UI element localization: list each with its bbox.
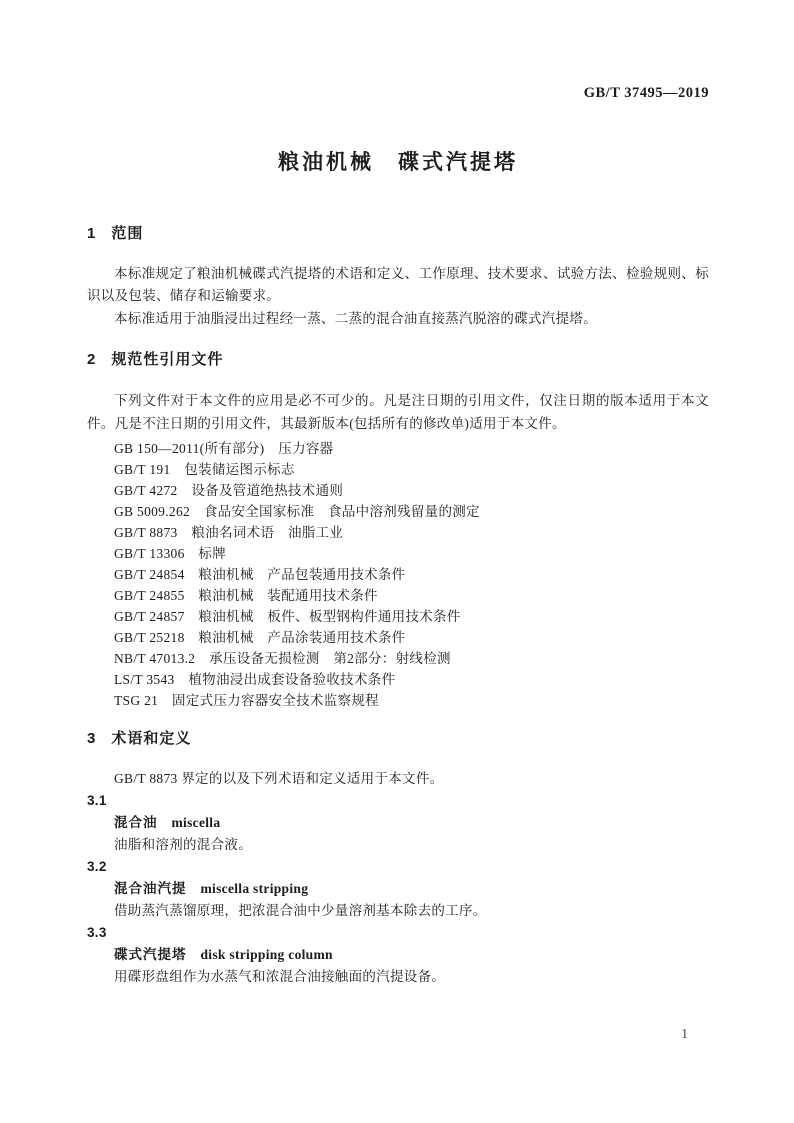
section-3-title: 术语和定义 [111, 730, 192, 748]
terms-and-definitions [87, 790, 709, 988]
reference-item: GB/T 8873 粮油名词术语 油脂工业 [114, 525, 344, 541]
terms-intro-paragraph: GB/T 8873 界定的以及下列术语和定义适用于本文件。 [114, 771, 444, 787]
section-2-number: 2 [87, 351, 96, 369]
reference-item: GB/T 13306 标牌 [114, 546, 227, 562]
term-line [87, 878, 709, 900]
section-1-heading [87, 225, 709, 243]
standard-number-header: GB/T 37495—2019 [583, 85, 709, 101]
clause-number: 3.2 [87, 859, 107, 875]
reference-item: GB 5009.262 食品安全国家标准 食品中溶剂残留量的测定 [114, 504, 480, 520]
scope-paragraph-2: 本标准适用于油脂浸出过程经一蒸、二蒸的混合油直接蒸汽脱溶的碟式汽提塔。 [114, 310, 597, 326]
term-english: disk stripping column [200, 947, 333, 963]
term-english: miscella stripping [200, 881, 309, 897]
scope-paragraph-1: 本标准规定了粮油机械碟式汽提塔的术语和定义、工作原理、技术要求、试验方法、检验规则、标识以及包装、储存和运输要求。 [87, 265, 709, 304]
reference-item: GB/T 4272 设备及管道绝热技术通则 [114, 483, 344, 499]
clause-number: 3.1 [87, 793, 107, 809]
term-line [87, 812, 709, 834]
reference-item: GB/T 24855 粮油机械 装配通用技术条件 [114, 588, 378, 604]
reference-item: GB/T 24857 粮油机械 板件、板型钢构件通用技术条件 [114, 609, 461, 625]
normative-references-list [87, 438, 709, 711]
page-number: 1 [681, 1026, 688, 1041]
term-english: miscella [171, 815, 221, 831]
section-3-number: 3 [87, 730, 96, 748]
document-title: 粮油机械 碟式汽提塔 [278, 150, 518, 174]
term-definition: 油脂和溶剂的混合液。 [114, 837, 252, 853]
term-line [87, 944, 709, 966]
section-3-heading [87, 730, 709, 748]
term-chinese: 混合油 [114, 815, 158, 831]
references-intro-paragraph: 下列文件对于本文件的应用是必不可少的。凡是注日期的引用文件，仅注日期的版本适用于本文件。凡是不注日期的引用文件，其最新版本(包括所有的修改单)适用于本文件。 [87, 393, 709, 431]
reference-item: GB 150—2011(所有部分) 压力容器 [114, 441, 334, 457]
reference-item: LS/T 3543 植物油浸出成套设备验收技术条件 [114, 672, 396, 688]
section-1-title: 范围 [111, 224, 144, 242]
section-2-title: 规范性引用文件 [111, 351, 224, 369]
section-1-number: 1 [87, 224, 96, 242]
term-chinese: 混合油汽提 [114, 881, 187, 897]
reference-item: GB/T 25218 粮油机械 产品涂装通用技术条件 [114, 630, 406, 646]
reference-item: GB/T 191 包装储运图示标志 [114, 462, 295, 478]
section-2-heading [87, 351, 709, 369]
reference-item: GB/T 24854 粮油机械 产品包装通用技术条件 [114, 567, 406, 583]
term-definition: 借助蒸汽蒸馏原理，把浓混合油中少量溶剂基本除去的工序。 [114, 903, 487, 919]
term-chinese: 碟式汽提塔 [114, 947, 187, 963]
clause-number: 3.3 [87, 925, 107, 941]
term-definition: 用碟形盘组作为水蒸气和浓混合油接触面的汽提设备。 [114, 969, 446, 985]
reference-item: TSG 21 固定式压力容器安全技术监察规程 [114, 693, 379, 709]
reference-item: NB/T 47013.2 承压设备无损检测 第2部分：射线检测 [114, 651, 451, 667]
